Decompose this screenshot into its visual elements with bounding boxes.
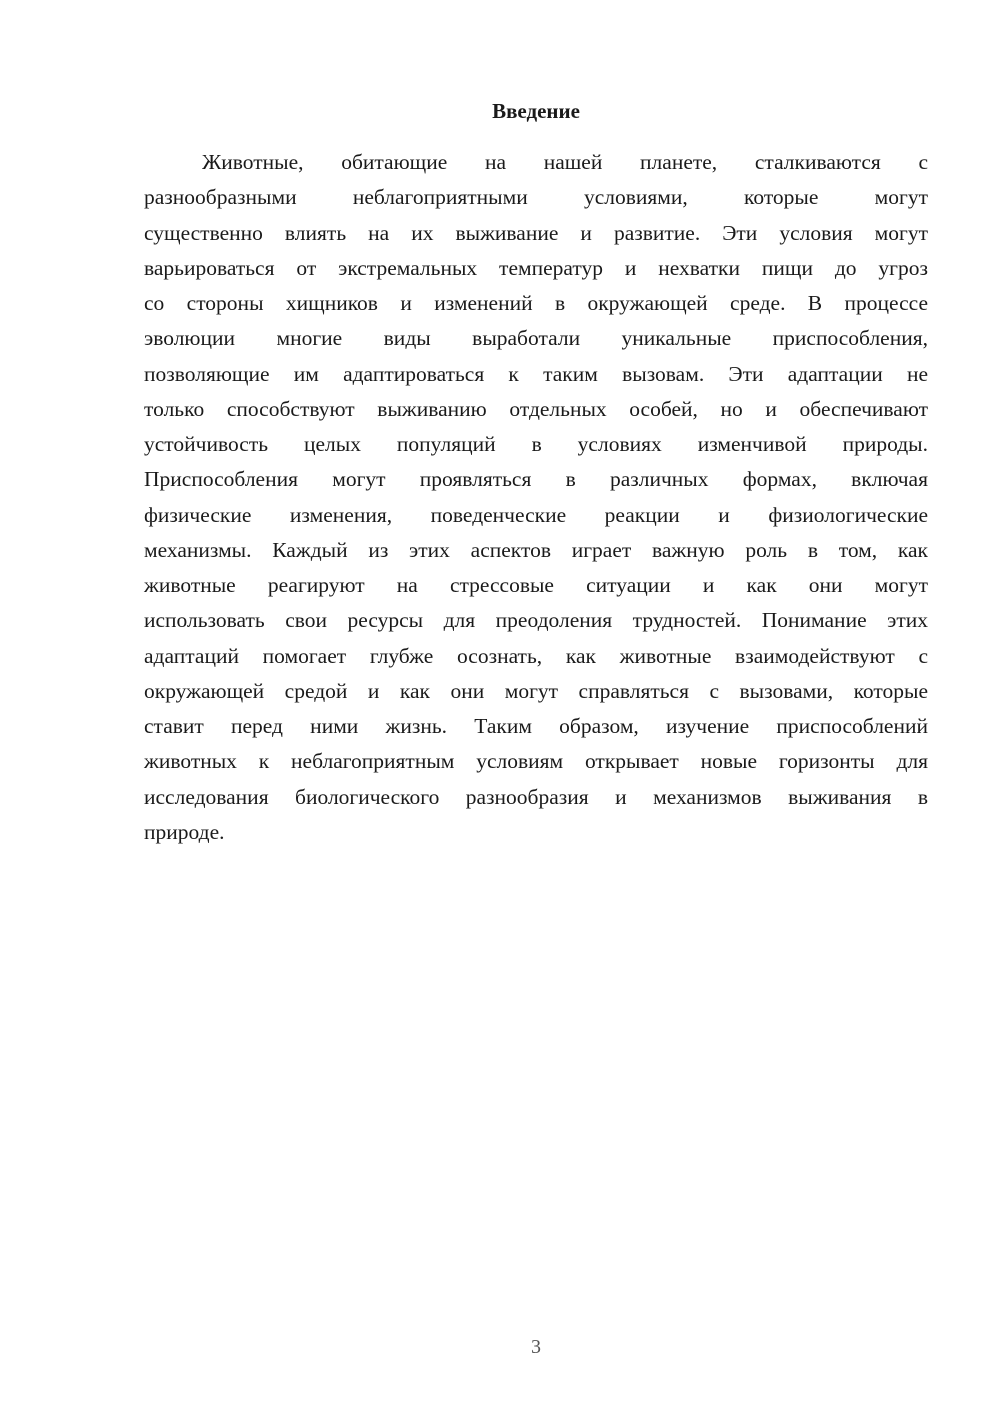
paragraph-line: ставит перед ними жизнь. Таким образом, изучение приспособлений	[144, 714, 928, 738]
paragraph-line: Приспособления могут проявляться в различных формах, включая	[144, 467, 928, 492]
paragraph-line: со стороны хищников и изменений в окружающей среде. В процессе	[144, 291, 928, 315]
paragraph-line: животные реагируют на стрессовые ситуации и как они могут	[144, 573, 928, 597]
paragraph-line: позволяющие им адаптироваться к таким вызовам. Эти адаптации не	[144, 361, 928, 386]
paragraph-line: только способствуют выживанию отдельных особей, но и обеспечивают	[144, 396, 928, 421]
paragraph-line: адаптаций помогает глубже осознать, как животные взаимодействуют с	[144, 643, 928, 668]
paragraph-line: окружающей средой и как они могут справляться с вызовами, которые	[144, 678, 928, 703]
section-heading: Введение	[492, 99, 580, 123]
paragraph-line: животных к неблагоприятным условиям открывает новые горизонты для	[144, 749, 928, 774]
paragraph-line: существенно влиять на их выживание и развитие. Эти условия могут	[144, 220, 928, 245]
page-number: 3	[531, 1336, 541, 1358]
paragraph-line: разнообразными неблагоприятными условиями, которые могут	[144, 185, 928, 210]
paragraph-line: природе.	[144, 819, 225, 844]
paragraph-line: эволюции многие виды выработали уникальные приспособления,	[144, 326, 928, 351]
paragraph-line: Животные, обитающие на нашей планете, сталкиваются с	[202, 150, 928, 174]
paragraph-line: исследования биологического разнообразия и механизмов выживания в	[144, 784, 928, 809]
paragraph-line: варьироваться от экстремальных температур и нехватки пищи до угроз	[144, 255, 928, 280]
paragraph-line: использовать свои ресурсы для преодоления трудностей. Понимание этих	[144, 608, 928, 633]
paragraph-line: механизмы. Каждый из этих аспектов играет важную роль в том, как	[144, 537, 928, 562]
intro-paragraph	[144, 145, 928, 850]
paragraph-line: физические изменения, поведенческие реакции и физиологические	[144, 502, 928, 527]
paragraph-line: устойчивость целых популяций в условиях изменчивой природы.	[144, 432, 928, 456]
